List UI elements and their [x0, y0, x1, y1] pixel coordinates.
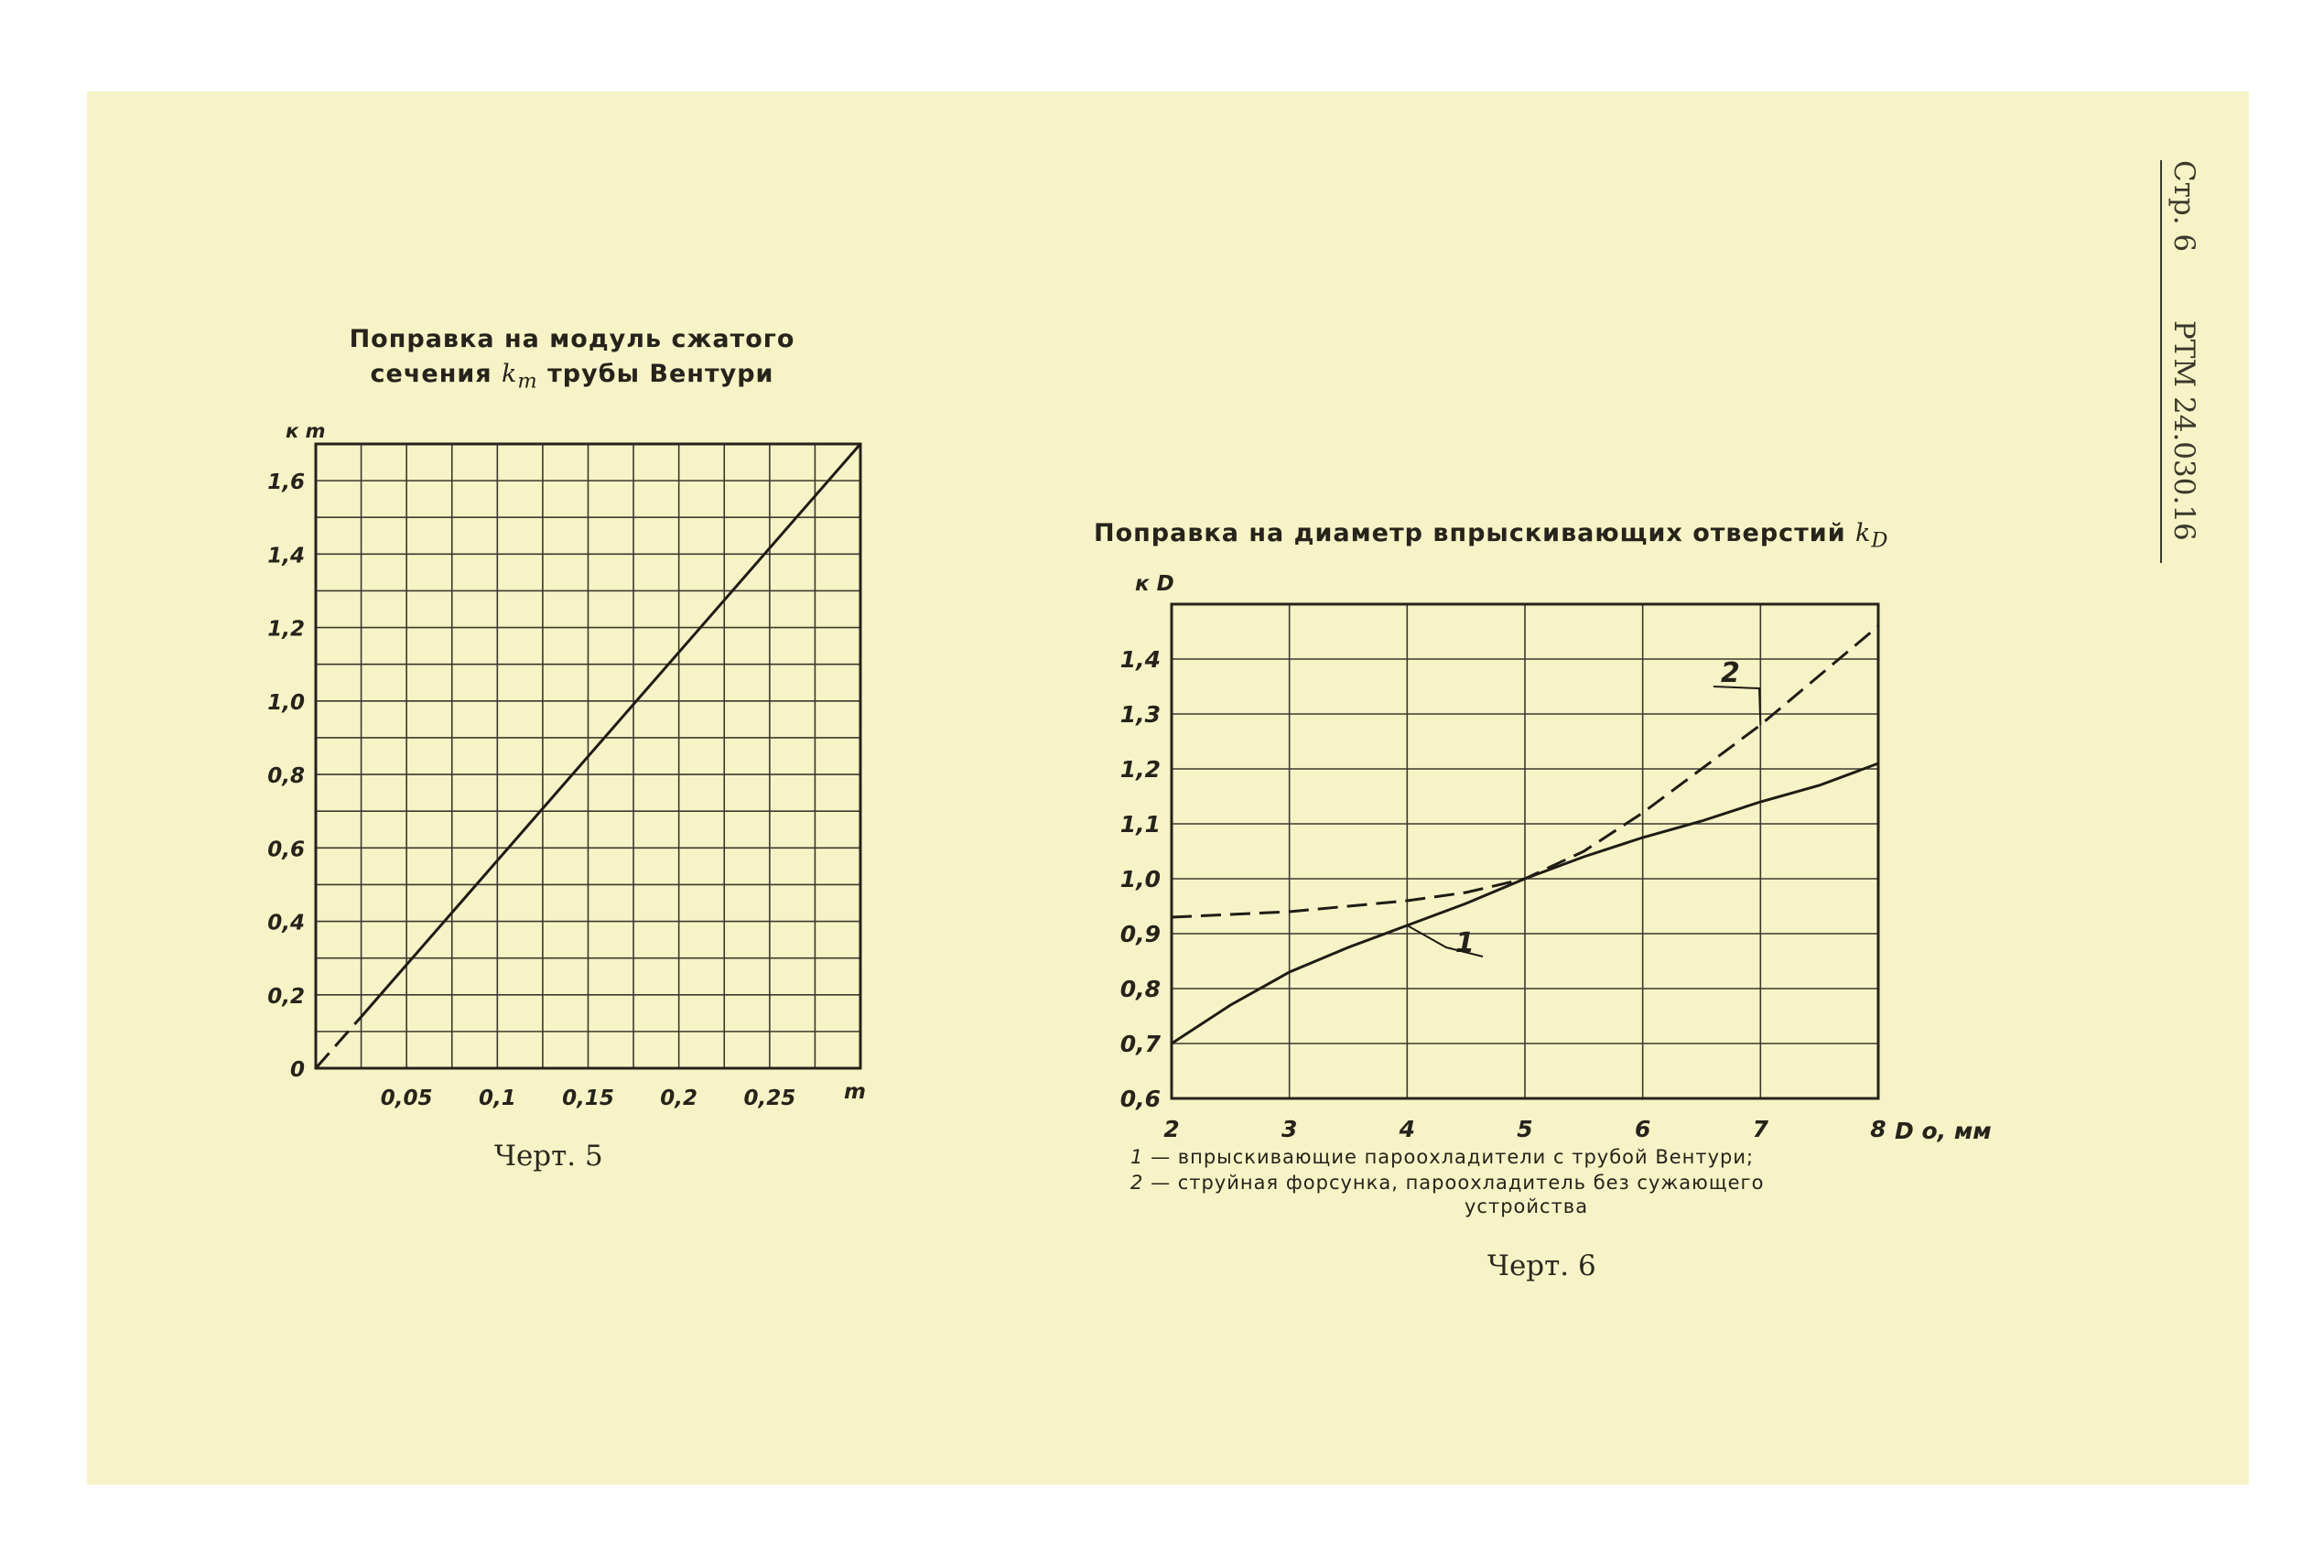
chart5-plot — [267, 420, 866, 1110]
y-tick-label: 0,8 — [1119, 976, 1161, 1002]
chart6-legend-3 — [1465, 1195, 1588, 1217]
chart6-title-text: Поправка на диаметр впрыскивающих отверстий — [1094, 519, 1846, 547]
chart5-title-symbol: $k_m$ — [502, 360, 538, 394]
x-tick-label: 5 — [1517, 1116, 1533, 1142]
chart5-title-suffix: трубы Вентури — [547, 360, 774, 388]
chart6-plot — [1120, 572, 1992, 1144]
chart6-title-symbol: $k_D$ — [1855, 519, 1889, 553]
legend-2-num: 2 — [1130, 1172, 1144, 1194]
legend-1-text: — впрыскивающие пароохладители с трубой Вентури; — [1151, 1146, 1755, 1168]
y-tick-label: 1,0 — [267, 690, 305, 715]
document-code: РТМ 24.030.16 — [2167, 319, 2200, 541]
y-tick-label: 0 — [289, 1058, 305, 1082]
series-label-2-leader — [1713, 687, 1760, 725]
y-tick-label: 1,6 — [267, 470, 305, 495]
legend-2-text: — струйная форсунка, пароохладитель без сужающего — [1151, 1172, 1765, 1194]
y-tick-label: 0,9 — [1119, 921, 1161, 947]
y-axis-label: к D — [1135, 572, 1174, 596]
y-axis-label: к m — [286, 420, 326, 442]
x-tick-label: 7 — [1752, 1116, 1769, 1142]
series-label-1: 1 — [1455, 927, 1475, 959]
x-tick-label: 2 — [1163, 1116, 1180, 1142]
chart6-legend-1 — [1130, 1146, 1754, 1168]
legend-1-num: 1 — [1130, 1146, 1144, 1168]
x-tick-label: 0,2 — [660, 1087, 698, 1110]
x-tick-label: 8 — [1870, 1116, 1886, 1142]
x-axis-label: m — [844, 1080, 866, 1104]
legend-3-text: устройства — [1465, 1195, 1589, 1217]
x-tick-label: 4 — [1399, 1116, 1416, 1142]
y-tick-label: 0,4 — [267, 911, 305, 935]
x-tick-label: 0,15 — [562, 1087, 614, 1110]
y-tick-label: 0,6 — [1119, 1086, 1161, 1112]
chart6-legend-2 — [1130, 1172, 1764, 1194]
x-tick-label: 0,1 — [478, 1087, 516, 1110]
series-line-0 — [316, 1017, 362, 1068]
x-axis-label: D o, мм — [1895, 1118, 1992, 1144]
page-number: Стр. 6 — [2167, 160, 2200, 253]
x-tick-label: 0,25 — [743, 1087, 796, 1110]
x-tick-label: 6 — [1634, 1116, 1651, 1142]
y-tick-label: 1,0 — [1119, 866, 1161, 892]
y-tick-label: 0,2 — [267, 984, 305, 1009]
series-label-2: 2 — [1721, 657, 1740, 689]
y-tick-label: 1,1 — [1119, 811, 1161, 838]
y-tick-label: 1,2 — [1119, 756, 1161, 783]
y-tick-label: 1,4 — [1119, 646, 1161, 673]
y-tick-label: 0,6 — [267, 838, 305, 862]
chart5-title-text: Поправка на модуль сжатого сечения — [349, 325, 795, 388]
x-tick-label: 0,05 — [380, 1087, 433, 1110]
y-tick-label: 0,8 — [267, 764, 305, 789]
series-line-1 — [362, 444, 860, 1017]
x-tick-label: 3 — [1281, 1116, 1298, 1142]
y-tick-label: 1,3 — [1119, 701, 1161, 728]
y-tick-label: 0,7 — [1119, 1031, 1161, 1057]
chart5-caption: Черт. 5 — [494, 1140, 603, 1173]
y-tick-label: 1,4 — [267, 544, 305, 568]
y-tick-label: 1,2 — [267, 617, 305, 642]
chart6-caption: Черт. 6 — [1487, 1249, 1596, 1282]
